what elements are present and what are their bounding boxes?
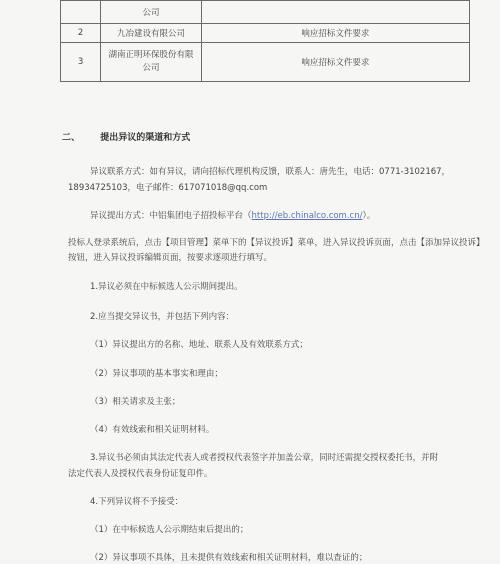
- table-cell-name: 九冶建设有限公司: [101, 24, 202, 43]
- table-row: [61, 24, 470, 43]
- item-3-line1: 3.异议书必须由其法定代表人或者授权代表签字并加盖公章，同时还需提交授权委托书，并附: [90, 453, 439, 463]
- item-2-4: （4）有效线索和相关证明材料。: [90, 425, 215, 435]
- table-cell-no: [61, 1, 101, 24]
- item-3-line2: 法定代表人及授权代表身份证复印件。: [68, 469, 213, 479]
- section-number: 二、: [62, 133, 81, 143]
- item-4-1: （1）在中标候选人公示期结束后提出的；: [90, 525, 249, 535]
- bidder-table: [60, 0, 470, 82]
- contact-line1: 异议联系方式：如有异议，请向招标代理机构反馈，联系人：唐先生，电话：0771-3102167，: [90, 167, 451, 177]
- steps-paragraph: 投标人登录系统后，点击【项目管理】菜单下的【异议投诉】菜单，进入异议投诉页面，点击【添加异议投诉】按钮，进入异议投诉编辑页面，按要求逐项进行填写。: [68, 238, 481, 263]
- table-cell-response: 响应招标文件要求: [201, 43, 469, 82]
- company-name-line2: 公司: [142, 63, 160, 73]
- platform-link[interactable]: http://eb.chinalco.com.cn/: [251, 211, 363, 221]
- item-2-1: （1）异议提出方的名称、地址、联系人及有效联系方式；: [90, 340, 308, 350]
- channel-prefix: 异议提出方式：中铝集团电子招投标平台（: [90, 211, 252, 221]
- company-name-line1: 湖南正明环保股份有限: [108, 50, 194, 60]
- table-row: [61, 1, 470, 24]
- channel-line: [90, 210, 375, 222]
- table-cell-response: [201, 1, 469, 24]
- table-cell-name: 公司: [101, 1, 202, 24]
- table-cell-no: 3: [61, 43, 101, 82]
- contact-line2: 18934725103，电子邮件：617071018@qq.com: [68, 183, 268, 193]
- section-heading: [62, 132, 190, 144]
- item-2: 2.应当提交异议书，并包括下列内容：: [90, 312, 235, 322]
- item-2-2: （2）异议事项的基本事实和理由；: [90, 369, 223, 379]
- item-4-2: （2）异议事项不具体，且未提供有效线索和相关证明材料，难以查证的；: [90, 553, 368, 563]
- table-row: [61, 43, 470, 82]
- item-2-3: （3）相关请求及主张；: [90, 397, 181, 407]
- table-cell-name: [101, 43, 202, 82]
- channel-suffix: ）。: [362, 211, 376, 221]
- item-1: 1.异议必须在中标候选人公示期间提出。: [90, 282, 243, 292]
- item-4: 4.下列异议将不予接受：: [90, 497, 184, 507]
- table-cell-response: 响应招标文件要求: [201, 24, 469, 43]
- section-title: 提出异议的渠道和方式: [100, 133, 191, 143]
- table-cell-no: 2: [61, 24, 101, 43]
